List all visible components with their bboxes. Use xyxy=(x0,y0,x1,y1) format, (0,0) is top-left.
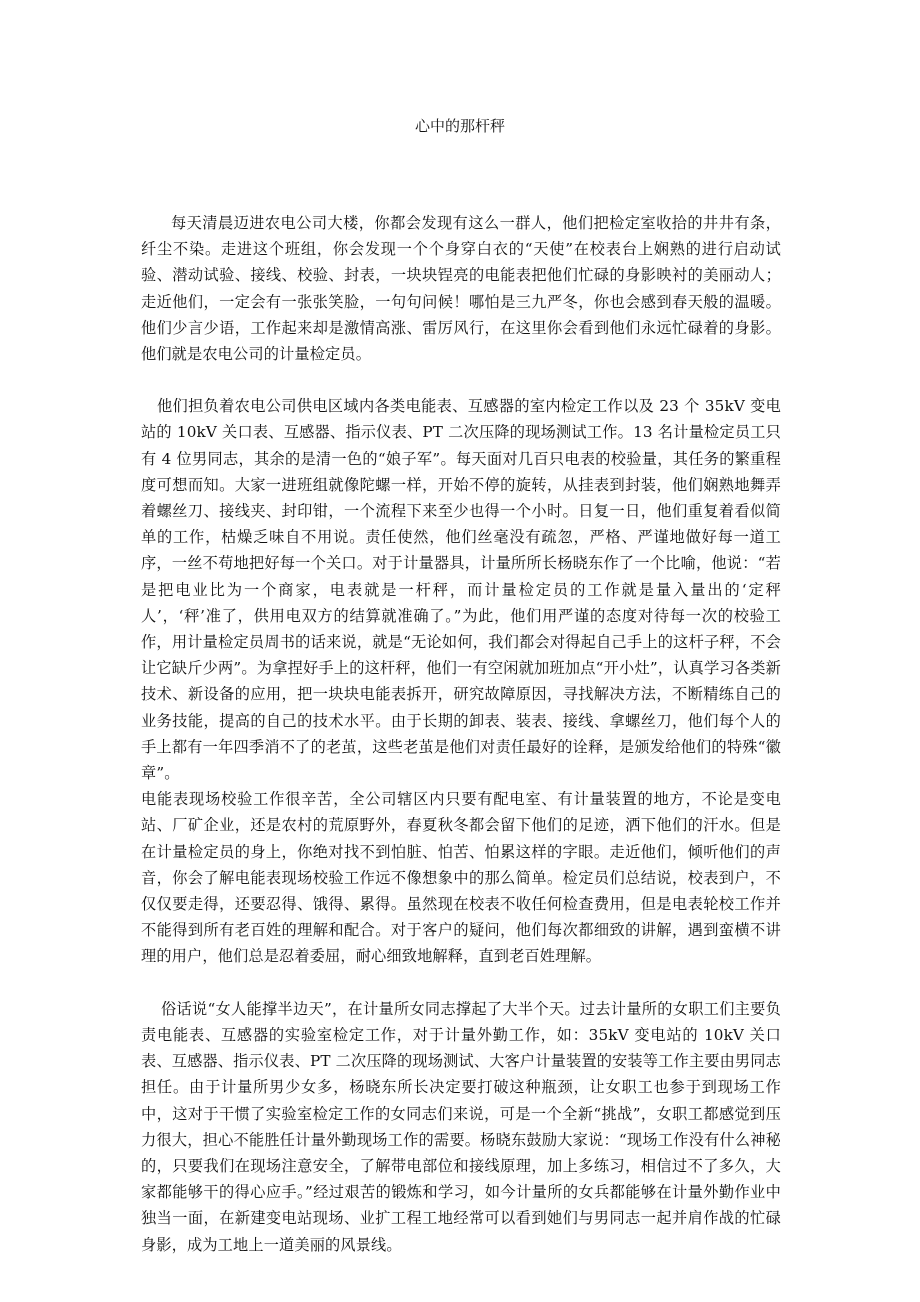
document-title: 心中的那杆秤 xyxy=(414,117,505,135)
paragraph-1: 每天清晨迈进农电公司大楼，你都会发现有这么一群人，他们把检定室收拾的井井有条，纤尘不染。走进这个班组，你会发现一个个身穿白衣的“天使”在校表台上娴熟的进行启动试验、潜动试验、接线、校验、封表，一块块锃亮的电能表把他们忙碌的身影映衬的美丽动人；走近他们，一定会有一张张笑脸，一句句问候！哪怕是三九严冬，你也会感到春天般的温暖。他们少言少语，工作起来却是激情高涨、雷厉风行，在这里你会看到他们永远忙碌着的身影。他们就是农电公司的计量检定员。 xyxy=(141,214,781,364)
paragraph-3: 电能表现场校验工作很辛苦，全公司辖区内只要有配电室、有计量装置的地方，不论是变电站、厂矿企业，还是农村的荒原野外，春夏秋冬都会留下他们的足迹，洒下他们的汗水。但是在计量检定员的身上，你绝对找不到怕脏、怕苦、怕累这样的字眼。走近他们，倾听他们的声音，你会了解电能表现场校验工作远不像想象中的那么简单。检定员们总结说，校表到户，不仅仅要走得，还要忍得、饿得、累得。虽然现在校表不收任何检查费用，但是电表轮校工作并不能得到所有老百姓的理解和配合。对于客户的疑问，他们每次都细致的讲解，遇到蛮横不讲理的用户，他们总是忍着委屈，耐心细致地解释，直到老百姓理解。 xyxy=(141,790,781,966)
paragraph-4: 俗话说“女人能撑半边天”，在计量所女同志撑起了大半个天。过去计量所的女职工们主要负责电能表、互感器的实验室检定工作，对于计量外勤工作，如：35kV 变电站的 10kV 关口表、互感器、指示仪表、PT 二次压降的现场测试、大客户计量装置的安装等工作主要由男同志担任。由于计量所男少女多，杨晓东所长决定要打破这种瓶颈，让女职工也参于到现场工作中，这对于干惯了实验室检定工作的女同志们来说，可是一个全新“挑战”，女职工都感觉到压力很大，担心不能胜任计量外勤现场工作的需要。杨晓东鼓励大家说：“现场工作没有什么神秘的，只要我们在现场注意安全，了解带电部位和接线原理，加上多练习，相信过不了多久，大家都能够干的得心应手。”经过艰苦的锻炼和学习，如今计量所的女兵都能够在计量外勤作业中独当一面，在新建变电站现场、业扩工程工地经常可以看到她们与男同志一起并肩作战的忙碌身影，成为工地上一道美丽的风景线。 xyxy=(141,999,781,1254)
paragraph-2: 他们担负着农电公司供电区域内各类电能表、互感器的室内检定工作以及 23 个 35kV 变电站的 10kV 关口表、互感器、指示仪表、PT 二次压降的现场测试工作。13 名计量检定员工只有 4 位男同志，其余的是清一色的“娘子军”。每天面对几百只电表的校验量，其任务的繁重程度可想而知。大家一进班组就像陀螺一样，开始不停的旋转，从挂表到封装，他们娴熟地舞弄着螺丝刀、接线夹、封印钳，一个流程下来至少也得一个小时。日复一日，他们重复着看似简单的工作，枯燥乏味自不用说。责任使然，他们丝毫没有疏忽，严格、严谨地做好每一道工序，一丝不苟地把好每一个关口。对于计量器具，计量所所长杨晓东作了一个比喻，他说：“若是把电业比为一个商家，电表就是一杆秤，而计量检定员的工作就是量入量出的‘定秤人’，‘秤’准了，供用电双方的结算就准确了。”为此，他们用严谨的态度对待每一次的校验工作，用计量检定员周书的话来说，就是“无论如何，我们都会对得起自己手上的这杆子秤，不会让它缺斤少两”。为拿捏好手上的这杆秤，他们一有空闲就加班加点“开小灶”，认真学习各类新技术、新设备的应用，把一块块电能表拆开，研究故障原因，寻找解决方法，不断精练自己的业务技能，提高的自己的技术水平。由于长期的卸表、装表、接线、拿螺丝刀，他们每个人的手上都有一年四季消不了的老茧，这些老茧是他们对责任最好的诠释，是颁发给他们的特殊“徽章”。 xyxy=(141,397,781,783)
document-body xyxy=(141,210,781,1258)
